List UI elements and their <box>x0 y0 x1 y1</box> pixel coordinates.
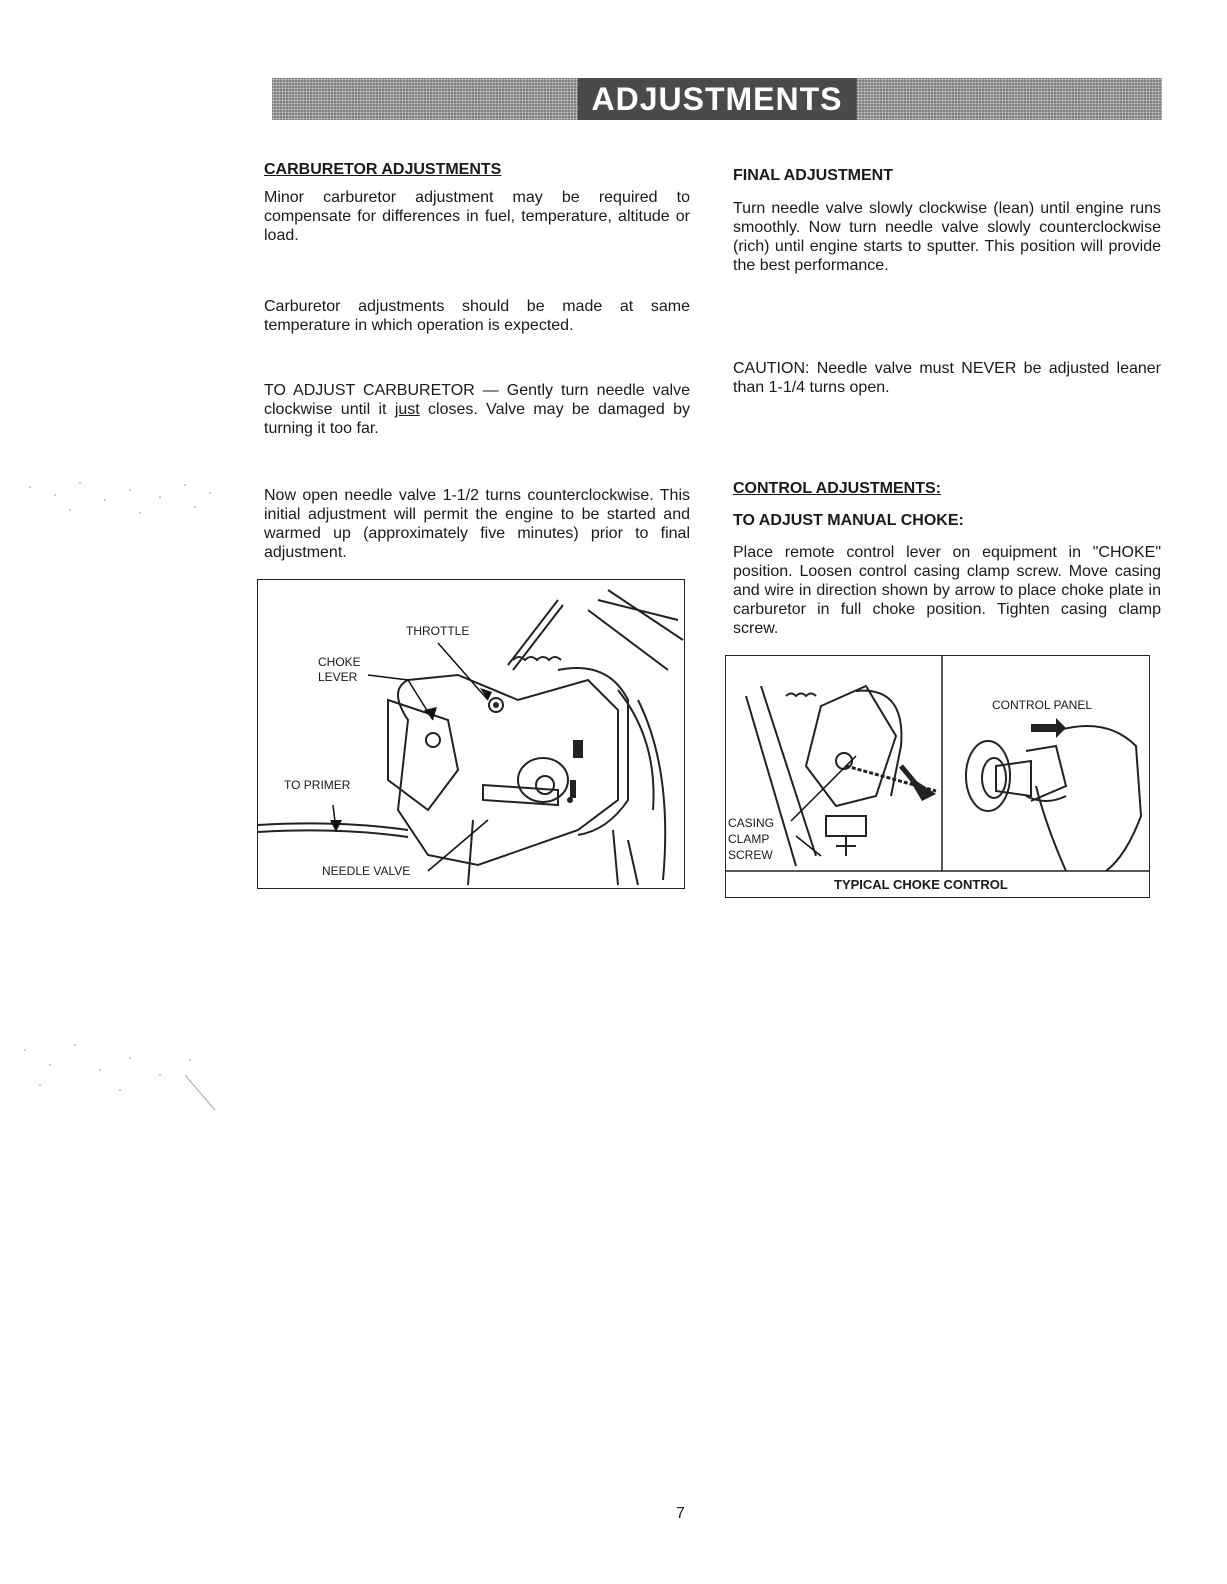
final-adjustment-paragraph: Turn needle valve slowly clockwise (lean) until engine runs smoothly. Now turn needle valve slowly counterclockwise (rich) until engine starts to sputter. This position will provide the best performance. <box>733 200 1161 274</box>
manual-choke-heading: TO ADJUST MANUAL CHOKE: <box>733 512 964 529</box>
choke-label: CHOKE <box>318 655 361 669</box>
carburetor-temperature-paragraph: Carburetor adjustments should be made at same temperature in which operation is expected. <box>264 298 690 334</box>
page-number: 7 <box>676 1505 685 1522</box>
scan-noise-top <box>10 475 225 525</box>
figure-caption: TYPICAL CHOKE CONTROL <box>834 877 1008 892</box>
primer-label: TO PRIMER <box>284 778 351 792</box>
lever-label: LEVER <box>318 670 358 684</box>
control-adjustments-heading: CONTROL ADJUSTMENTS: <box>733 480 941 497</box>
adjust-carburetor-paragraph: TO ADJUST CARBURETOR — Gently turn needle valve clockwise until it just closes. Valve may be damaged by turning it too far. <box>264 382 690 437</box>
screw-label: SCREW <box>728 848 773 862</box>
open-needle-valve-paragraph: Now open needle valve 1-1/2 turns counterclockwise. This initial adjustment will permit the engine to be started and warmed up (approximately five minutes) prior to final adjustment. <box>264 487 690 561</box>
caution-paragraph: CAUTION: Needle valve must NEVER be adjusted leaner than 1-1/4 turns open. <box>733 360 1161 396</box>
casing-label: CASING <box>728 816 775 830</box>
page-title: ADJUSTMENTS <box>577 78 856 120</box>
throttle-label: THROTTLE <box>406 624 470 638</box>
scan-noise-bottom <box>10 1030 225 1115</box>
control-panel-label: CONTROL PANEL <box>992 698 1093 712</box>
clamp-label: CLAMP <box>728 832 770 846</box>
choke-control-diagram <box>725 655 1150 898</box>
needle-valve-label: NEEDLE VALVE <box>322 864 411 878</box>
carburetor-adjustments-heading: CARBURETOR ADJUSTMENTS <box>264 161 502 178</box>
carburetor-intro-paragraph: Minor carburetor adjustment may be required to compensate for differences in fuel, temperature, altitude or load. <box>264 189 690 244</box>
title-banner <box>272 78 1162 120</box>
choke-control-illustration <box>726 656 1149 897</box>
final-adjustment-heading: FINAL ADJUSTMENT <box>733 167 893 184</box>
carburetor-illustration <box>258 580 684 888</box>
manual-choke-paragraph: Place remote control lever on equipment in "CHOKE" position. Loosen control casing clamp screw. Move casing and wire in direction shown by arrow to place choke plate in carburetor in full choke position. Tighten casing clamp screw. <box>733 544 1161 637</box>
carburetor-diagram <box>257 579 685 889</box>
